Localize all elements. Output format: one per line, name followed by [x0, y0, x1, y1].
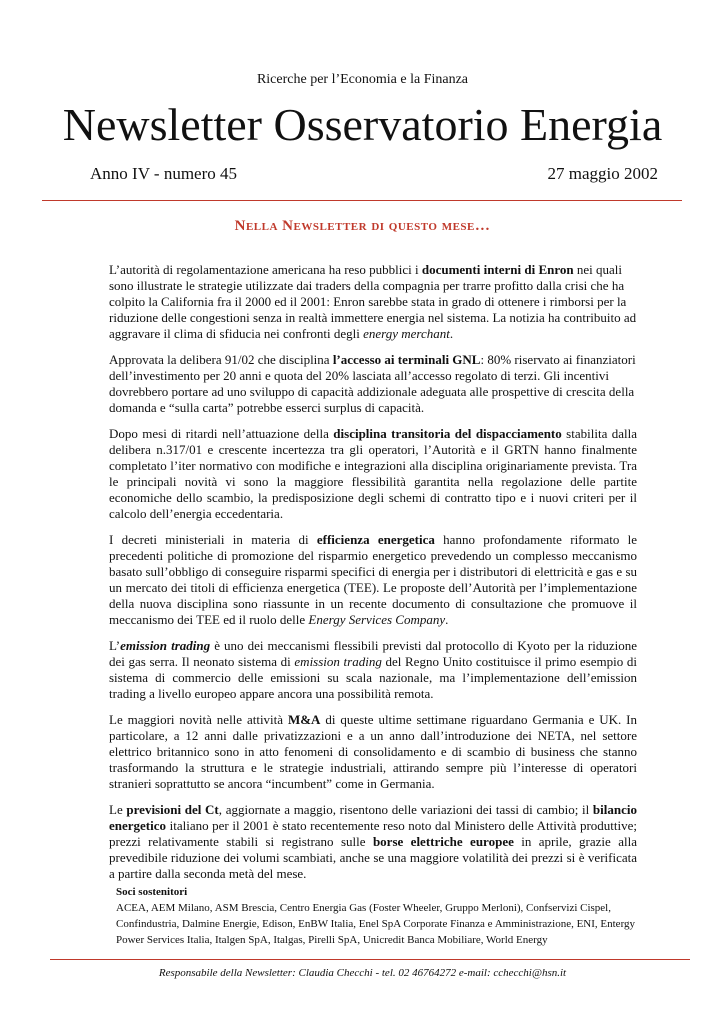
- text-run: : 80% riservato ai finanziatori dell’investimento per 20 anni e quota del 20% lasciata all’accesso regolato di terzi. Gli incentivi dovrebbero portare ad uno sviluppo di capacità addizionale adeguata alle prospettive di crescita della domanda e “sulla carta” potrebbe esserci surplus di capacità.: [109, 352, 636, 415]
- paragraph-efficienza: [109, 532, 637, 628]
- text-run: l’accesso ai terminali GNL: [332, 352, 481, 367]
- text-run: italiano per il 2001 è stato recentemente reso noto dal Ministero delle Attività produttive; prezzi relativamente stabili si registrano sulle: [109, 818, 637, 849]
- text-run: bilancio energetico: [109, 802, 637, 833]
- issue-date: 27 maggio 2002: [547, 164, 658, 183]
- text-run: stabilita dalla delibera n.317/01 e crescente incertezza tra gli operatori, l’Autorità e il GRTN hanno finalmente completato l’iter normativo con modifiche e integrazioni alla disciplina originariamente prevista. Tra le principali novità vi sono la maggiore flessibilità garantita nella regolazione delle partite economiche dello scambio, la predisposizione degli schemi di contratto tipo e i nuovi criteri per il calcolo dell’energia eccedentaria.: [109, 426, 638, 521]
- bottom-divider: [50, 959, 690, 960]
- text-run: Dopo mesi di ritardi nell’attuazione della: [109, 426, 334, 441]
- text-run: borse elettriche europee: [372, 834, 514, 849]
- text-run: .: [445, 612, 449, 627]
- text-run: , aggiornate a maggio, risentono delle variazioni dei tassi di cambio; il: [218, 802, 593, 817]
- text-run: Energy Services Company: [308, 612, 446, 627]
- text-run: .: [449, 326, 454, 341]
- text-run: hanno profondamente riformato le precedenti politiche di promozione del risparmio energetico prevedendo un complesso meccanismo basato sull’obbligo di conseguire risparmi specifici di energia per i distributori di elettricità e gas e su un mercato dei titoli di efficienza energetica (TEE). Le proposte dell’Autorità per l’implementazione della nuova disciplina sono riassunte in un recente documento di consultazione che promuove il meccanismo dei TEE ed il ruolo delle: [109, 532, 638, 627]
- text-run: L’: [109, 638, 121, 653]
- paragraph-gnl: [109, 352, 637, 416]
- text-run: documenti interni di Enron: [421, 262, 574, 277]
- text-run: disciplina transitoria del dispacciamento: [333, 426, 562, 441]
- organization-name: Ricerche per l’Economia e la Finanza: [256, 72, 469, 87]
- text-run: del Regno Unito costituisce il primo esempio di sistema di commercio delle emissioni su scala nazionale, ma l’implementazione dell’emission trading a livello europeo appare ancora una possibilità remota.: [109, 654, 637, 701]
- text-run: in aprile, grazie alla prevedibile riduzione dei volumi scambiati, anche se una maggiore volatilità dei prezzi si è verificata a partire dalla seconda metà del mese.: [109, 834, 637, 881]
- text-run: I decreti ministeriali in materia di: [109, 532, 317, 547]
- section-heading: Nella Newsletter di questo mese…: [234, 218, 491, 234]
- text-run: energy merchant: [363, 326, 450, 341]
- text-run: nei quali sono illustrate le strategie utilizzate dai traders della compagnia per trarre profitto dalla crisi che ha colpito la California fra il 2000 ed il 2001: Enron sarebbe stata in grado di ottenere i rimborsi per la riduzione delle congestioni senza in realtà immettere energia nel sistema. La notizia ha contribuito ad aggravare il clima di sfiducia nei confronti degli: [109, 262, 637, 341]
- text-run: è uno dei meccanismi flessibili previsti dal protocollo di Kyoto per la riduzione dei gas serra. Il neonato sistema di: [109, 638, 638, 669]
- sponsors-list: ACEA, AEM Milano, ASM Brescia, Centro Energia Gas (Foster Wheeler, Gruppo Merloni), Confservizi Cispel, Confindustria, Dalmine Energie, Edison, EnBW Italia, Enel SpA Corporate Finanza e Amministrazione, ENI, Entergy Power Services Italia, Italgen SpA, Italgas, Pirelli SpA, Unicredit Banca Mobiliare, World Energy: [116, 902, 636, 946]
- sponsors-block: [116, 884, 636, 948]
- top-divider: [42, 200, 682, 201]
- issue-number: Anno IV - numero 45: [90, 164, 237, 183]
- paragraph-enron: [109, 262, 637, 342]
- text-run: L’autorità di regolamentazione americana ha reso pubblici i: [109, 262, 422, 277]
- text-run: di queste ultime settimane riguardano Germania e UK. In particolare, a 12 anni dalle privatizzazioni e a un anno dall’introduzione dei NETA, nel settore elettrico britannico sono in atto fenomeni di consolidamento e di scambio di business che stanno trasformando la struttura e le strategie industriali, attirando sempre più l’interesse di operatori stranieri soprattutto se ancora “incumbent” come in Germania.: [109, 712, 637, 791]
- text-run: previsioni del Ct: [126, 802, 219, 817]
- text-run: Le maggiori novità nelle attività: [109, 712, 288, 727]
- text-run: M&A: [287, 712, 321, 727]
- text-run: emission trading: [120, 638, 211, 653]
- text-run: efficienza energetica: [316, 532, 435, 547]
- footer-contact: Responsabile della Newsletter: Claudia Checchi - tel. 02 46764272 e-mail: cchecchi@hsn.it: [158, 967, 567, 979]
- newsletter-title: Newsletter Osservatorio Energia: [62, 99, 663, 150]
- paragraph-emission-trading: [109, 638, 637, 702]
- text-run: Approvata la delibera 91/02 che disciplina: [109, 352, 333, 367]
- text-run: Le: [109, 802, 127, 817]
- paragraph-previsioni: [109, 802, 637, 882]
- article-body: [109, 262, 637, 892]
- paragraph-dispacciamento: [109, 426, 637, 522]
- paragraph-ma: [109, 712, 637, 792]
- text-run: emission trading: [294, 654, 382, 669]
- sponsors-heading: Soci sostenitori: [116, 886, 188, 898]
